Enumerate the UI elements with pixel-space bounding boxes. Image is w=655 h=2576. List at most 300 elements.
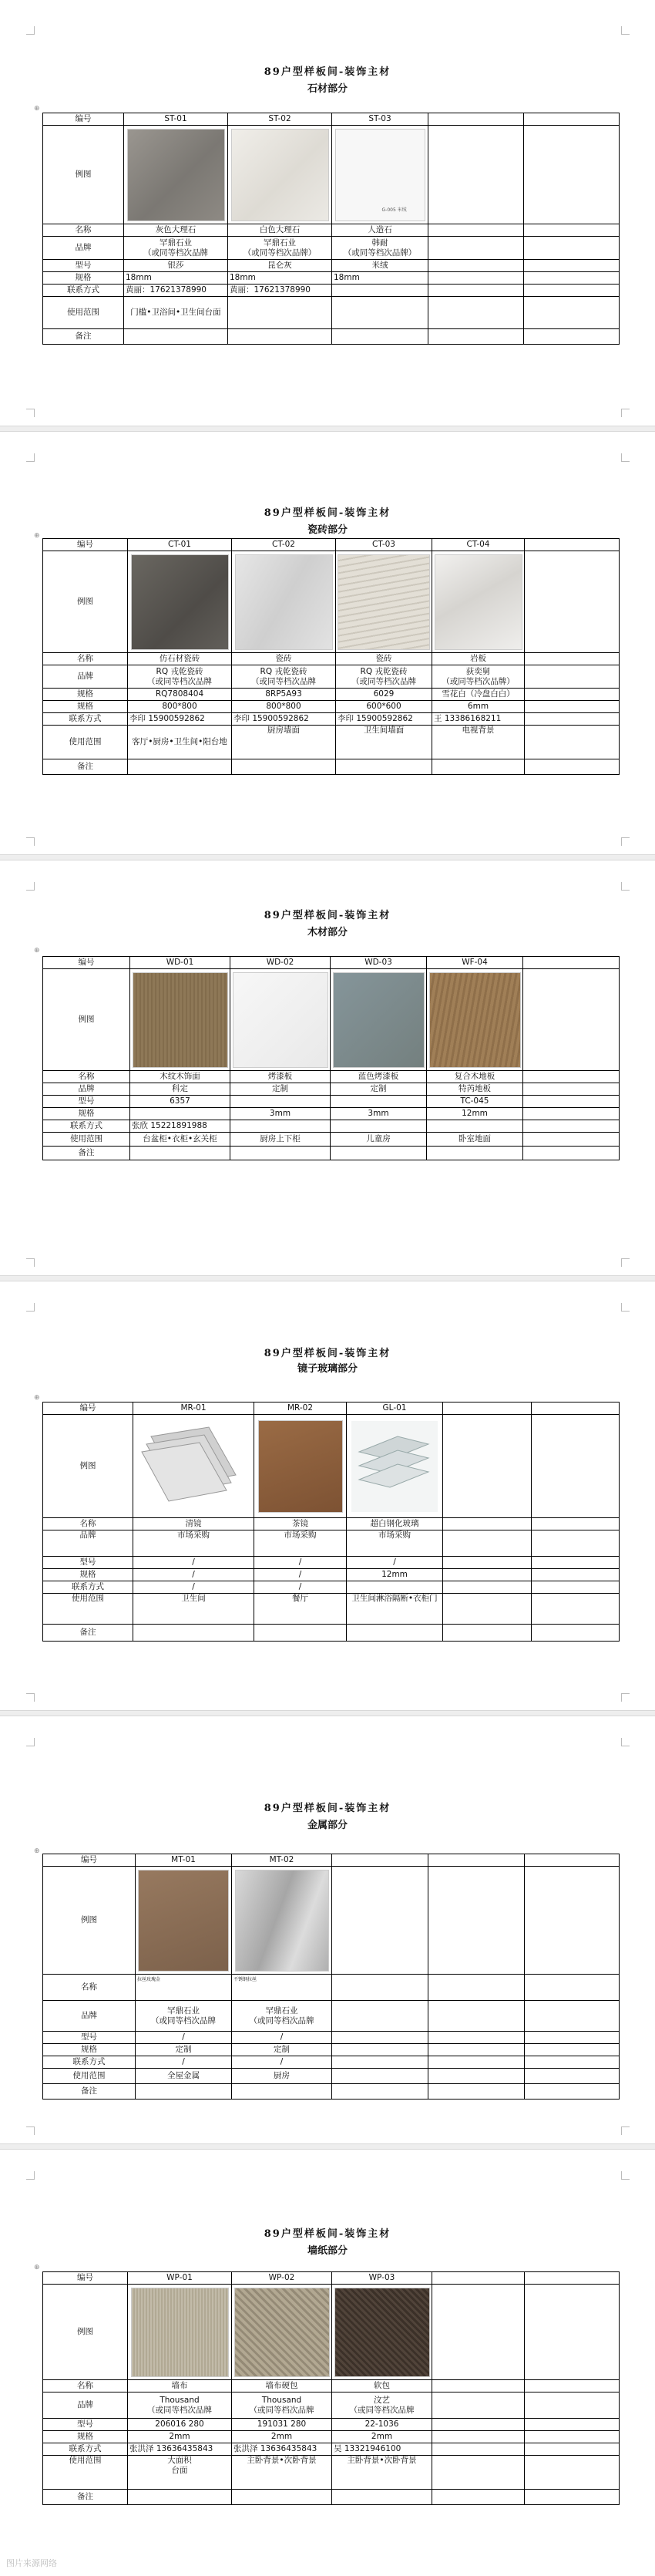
material-swatch <box>435 554 522 650</box>
image-cell <box>332 2285 432 2380</box>
spec-cell: 600*600 <box>336 701 432 713</box>
page-corner-mark <box>621 1303 630 1312</box>
model-cell: TC-045 <box>427 1096 523 1108</box>
tile-table <box>42 538 620 775</box>
usage-cell: 厨房上下柜 <box>230 1133 331 1147</box>
empty-cell <box>532 1415 620 1518</box>
spec-cell: 800*800 <box>128 701 232 713</box>
label-usage: 使用范围 <box>43 2069 136 2084</box>
contact-cell: 李印 15900592862 <box>128 713 232 726</box>
label-model: 型号 <box>43 2032 136 2044</box>
label-image: 例图 <box>43 2285 128 2380</box>
wallpaper-table <box>42 2271 620 2505</box>
empty-cell <box>428 113 524 126</box>
empty-cell <box>532 1518 620 1530</box>
model-cell: RQ7808404 <box>128 689 232 701</box>
brand-cell: Thousand （或同等档次品牌 <box>128 2392 232 2419</box>
label-model: 型号 <box>43 1096 130 1108</box>
usage-cell: 卫生间墙面 <box>336 726 432 759</box>
image-cell <box>232 551 336 653</box>
empty-cell <box>525 2431 620 2443</box>
empty-cell <box>332 2084 428 2100</box>
contact-cell: 吴 13321946100 <box>332 2443 432 2456</box>
contact-cell <box>331 1120 427 1133</box>
page-corner-mark <box>26 409 35 417</box>
material-swatch <box>258 1420 343 1513</box>
material-swatch <box>234 2288 330 2377</box>
model-cell: / <box>254 1557 347 1569</box>
label-contact: 联系方式 <box>43 285 124 297</box>
name-cell: 软包 <box>332 2380 432 2392</box>
model-cell: 206016 280 <box>128 2419 232 2431</box>
empty-cell <box>128 2490 232 2505</box>
empty-cell <box>525 701 620 713</box>
usage-cell: 卫生间 <box>133 1594 254 1625</box>
empty-cell <box>525 653 620 665</box>
name-cell: 岩板 <box>432 653 525 665</box>
empty-cell <box>443 1402 532 1415</box>
name-cell <box>136 1975 232 2001</box>
empty-cell <box>523 1096 620 1108</box>
usage-cell: 餐厅 <box>254 1594 347 1625</box>
spec-cell <box>130 1108 230 1120</box>
page-wood <box>0 860 655 1275</box>
label-usage: 使用范围 <box>43 1594 133 1625</box>
table-anchor-icon: ⊕ <box>34 1394 40 1402</box>
material-swatch <box>334 2288 430 2377</box>
page-corner-mark <box>26 1303 35 1312</box>
usage-cell: 客厅•厨房•卫生间•阳台地 <box>128 726 232 759</box>
empty-cell <box>524 224 620 237</box>
label-name: 名称 <box>43 653 128 665</box>
empty-cell <box>525 2443 620 2456</box>
empty-cell <box>524 260 620 272</box>
page-title: 89户型样板间-装饰主材 <box>264 66 391 78</box>
usage-cell: 全屋金属 <box>136 2069 232 2084</box>
label-usage: 使用范围 <box>43 1133 130 1147</box>
empty-cell <box>523 957 620 969</box>
empty-cell <box>332 2069 428 2084</box>
material-swatch <box>235 1870 329 1972</box>
section-subtitle: 瓷砖部分 <box>307 524 348 536</box>
brand-cell: 市场采购 <box>347 1530 443 1557</box>
brand-cell: RQ 戎乾瓷砖 （或同等档次品牌 <box>336 665 432 689</box>
image-cell <box>232 1867 332 1975</box>
empty-cell <box>525 2285 620 2380</box>
label-image: 例图 <box>43 969 130 1071</box>
page-corner-mark <box>26 2171 35 2180</box>
empty-cell <box>523 1133 620 1147</box>
spec-cell: 18mm <box>228 272 332 285</box>
empty-cell <box>524 297 620 329</box>
label-note: 备注 <box>43 1625 133 1642</box>
usage-cell: 台盆柜•衣柜•玄关柜 <box>130 1133 230 1147</box>
empty-cell <box>136 2084 232 2100</box>
code-cell: MT-01 <box>136 1854 232 1867</box>
code-cell: WP-03 <box>332 2272 432 2285</box>
empty-cell <box>443 1415 532 1518</box>
empty-cell <box>427 1147 523 1160</box>
label-spec: 规格 <box>43 1108 130 1120</box>
image-cell <box>130 969 230 1071</box>
usage-cell: 儿童房 <box>331 1133 427 1147</box>
empty-cell <box>525 2044 620 2056</box>
page-corner-mark <box>26 882 35 891</box>
brand-cell: 特芮地板 <box>427 1083 523 1096</box>
empty-cell <box>428 272 524 285</box>
empty-cell <box>443 1569 532 1581</box>
page-corner-mark <box>621 882 630 891</box>
empty-cell <box>525 2380 620 2392</box>
section-subtitle: 石材部分 <box>307 83 348 95</box>
brand-cell: 定制 <box>230 1083 331 1096</box>
brand-cell: 韩耐 （或同等档次品牌） <box>332 237 428 260</box>
image-cell <box>230 969 331 1071</box>
empty-cell <box>532 1581 620 1594</box>
page-title: 89户型样板间-装饰主材 <box>264 507 391 519</box>
contact-cell: / <box>232 2056 332 2069</box>
empty-cell <box>428 2044 525 2056</box>
code-cell: ST-03 <box>332 113 428 126</box>
usage-cell: 厨房墙面 <box>232 726 336 759</box>
empty-cell <box>428 2084 525 2100</box>
label-spec: 规格 <box>43 1569 133 1581</box>
label-image: 例图 <box>43 126 124 224</box>
empty-cell <box>432 759 525 775</box>
name-cell: 茶镜 <box>254 1518 347 1530</box>
empty-cell <box>254 1625 347 1642</box>
empty-cell <box>525 2069 620 2084</box>
model-cell: 昆仑灰 <box>228 260 332 272</box>
empty-cell <box>331 1147 427 1160</box>
name-cell: 人造石 <box>332 224 428 237</box>
label-brand: 品牌 <box>43 2001 136 2032</box>
table-anchor-icon: ⊕ <box>34 947 40 955</box>
model-cell: / <box>347 1557 443 1569</box>
code-cell: WD-03 <box>331 957 427 969</box>
image-cell <box>254 1415 347 1518</box>
label-usage: 使用范围 <box>43 726 128 759</box>
label-code: 编号 <box>43 957 130 969</box>
label-spec: 规格 <box>43 272 124 285</box>
label-model: 型号 <box>43 1557 133 1569</box>
empty-cell <box>428 2056 525 2069</box>
label-image: 例图 <box>43 1415 133 1518</box>
empty-cell <box>428 297 524 329</box>
empty-cell <box>524 113 620 126</box>
empty-cell <box>532 1557 620 1569</box>
metal-table <box>42 1854 620 2100</box>
name-cell: 白色大理石 <box>228 224 332 237</box>
section-subtitle: 木材部分 <box>307 927 348 938</box>
spec-cell: 2mm <box>332 2431 432 2443</box>
material-swatch <box>338 554 430 650</box>
code-cell: CT-01 <box>128 539 232 551</box>
code-cell: WD-02 <box>230 957 331 969</box>
brand-cell: Thousand （或同等档次品牌 <box>232 2392 332 2419</box>
label-note: 备注 <box>43 2084 136 2100</box>
spec-cell: 定制 <box>136 2044 232 2056</box>
model-cell <box>331 1096 427 1108</box>
label-spec: 规格 <box>43 2431 128 2443</box>
empty-cell <box>525 689 620 701</box>
label-usage: 使用范围 <box>43 297 124 329</box>
contact-cell <box>230 1120 331 1133</box>
brand-cell: 罕鼎石业 （或同等档次品牌 <box>232 2001 332 2032</box>
material-swatch <box>127 129 225 221</box>
material-swatch <box>138 1870 229 1972</box>
page-separator <box>0 426 655 432</box>
empty-cell <box>523 1083 620 1096</box>
page-corner-mark <box>621 453 630 462</box>
label-brand: 品牌 <box>43 2392 128 2419</box>
empty-cell <box>525 2392 620 2419</box>
label-contact: 联系方式 <box>43 1581 133 1594</box>
image-cell <box>347 1415 443 1518</box>
empty-cell <box>443 1581 532 1594</box>
empty-cell <box>432 2490 525 2505</box>
empty-cell <box>432 2272 525 2285</box>
empty-cell <box>525 2084 620 2100</box>
spec-cell: 18mm <box>332 272 428 285</box>
spec-cell: 800*800 <box>232 701 336 713</box>
material-swatch <box>131 554 229 650</box>
label-brand: 品牌 <box>43 665 128 689</box>
table-anchor-icon: ⊕ <box>34 1847 40 1855</box>
empty-cell <box>336 759 432 775</box>
page-title: 89户型样板间-装饰主材 <box>264 2228 391 2240</box>
label-code: 编号 <box>43 2272 128 2285</box>
empty-cell <box>432 2443 525 2456</box>
material-swatch <box>333 972 425 1068</box>
label-code: 编号 <box>43 539 128 551</box>
usage-cell: 大面积 台面 <box>128 2456 232 2490</box>
label-note: 备注 <box>43 1147 130 1160</box>
empty-cell <box>332 2044 428 2056</box>
spec-cell: 12mm <box>347 1569 443 1581</box>
name-cell: 木纹木饰面 <box>130 1071 230 1083</box>
image-cell <box>336 551 432 653</box>
empty-cell <box>525 665 620 689</box>
page-title: 89户型样板间-装饰主材 <box>264 1803 391 1814</box>
image-cell <box>128 551 232 653</box>
model-cell: 雪花白（冷盘白白） <box>432 689 525 701</box>
page-separator <box>0 2143 655 2150</box>
label-spec: 规格 <box>43 701 128 713</box>
label-model: 型号 <box>43 2419 128 2431</box>
model-cell: / <box>136 2032 232 2044</box>
page-corner-mark <box>26 1258 35 1267</box>
page-metal <box>0 1716 655 2143</box>
empty-cell <box>230 1147 331 1160</box>
empty-cell <box>525 1867 620 1975</box>
label-brand: 品牌 <box>43 1530 133 1557</box>
empty-cell <box>525 539 620 551</box>
label-code: 编号 <box>43 1854 136 1867</box>
empty-cell <box>332 2056 428 2069</box>
page-mirror <box>0 1281 655 1710</box>
material-swatch <box>131 2288 229 2377</box>
label-image: 例图 <box>43 551 128 653</box>
code-cell: CT-04 <box>432 539 525 551</box>
image-cell <box>228 126 332 224</box>
table-anchor-icon: ⊕ <box>34 105 40 113</box>
wood-table <box>42 956 620 1160</box>
label-contact: 联系方式 <box>43 2056 136 2069</box>
contact-cell <box>347 1581 443 1594</box>
name-cell: 仿石材瓷砖 <box>128 653 232 665</box>
spec-cell: 定制 <box>232 2044 332 2056</box>
brand-cell: 科定 <box>130 1083 230 1096</box>
image-cell <box>332 126 428 224</box>
name-cell: 超白钢化玻璃 <box>347 1518 443 1530</box>
page-corner-mark <box>621 26 630 35</box>
empty-cell <box>432 2285 525 2380</box>
code-cell: MR-01 <box>133 1402 254 1415</box>
table-anchor-icon: ⊕ <box>34 532 40 540</box>
page-corner-mark <box>621 1693 630 1702</box>
page-corner-mark <box>26 1738 35 1746</box>
empty-cell <box>432 2419 525 2431</box>
brand-cell: 市场采购 <box>133 1530 254 1557</box>
material-swatch <box>429 972 521 1068</box>
name-cell: 瓷砖 <box>232 653 336 665</box>
empty-cell <box>532 1402 620 1415</box>
image-cell <box>128 2285 232 2380</box>
model-cell: 6357 <box>130 1096 230 1108</box>
empty-cell <box>525 2001 620 2032</box>
page-separator <box>0 1275 655 1281</box>
table-anchor-icon: ⊕ <box>34 2264 40 2271</box>
label-spec: 规格 <box>43 689 128 701</box>
page-title: 89户型样板间-装饰主材 <box>264 1348 391 1359</box>
empty-cell <box>524 329 620 345</box>
code-cell: ST-02 <box>228 113 332 126</box>
model-cell: / <box>133 1557 254 1569</box>
material-swatch <box>231 129 329 221</box>
contact-cell: 黄丽：17621378990 <box>228 285 332 297</box>
spec-cell: 2mm <box>232 2431 332 2443</box>
contact-cell: 黄丽：17621378990 <box>124 285 228 297</box>
empty-cell <box>332 2490 432 2505</box>
label-brand: 品牌 <box>43 237 124 260</box>
spec-cell: 2mm <box>128 2431 232 2443</box>
contact-cell: 张欣 15221891988 <box>130 1120 230 1133</box>
empty-cell <box>523 1147 620 1160</box>
empty-cell <box>525 2490 620 2505</box>
contact-cell <box>427 1120 523 1133</box>
brand-cell: 汶艺 （或同等档次品牌 <box>332 2392 432 2419</box>
label-name: 名称 <box>43 1975 136 2001</box>
label-note: 备注 <box>43 2490 128 2505</box>
page-corner-mark <box>621 2126 630 2135</box>
empty-cell <box>443 1518 532 1530</box>
empty-cell <box>532 1594 620 1625</box>
spec-cell: 18mm <box>124 272 228 285</box>
usage-cell: 卫生间淋浴隔断•衣柜门 <box>347 1594 443 1625</box>
watermark: 图片来源网络 <box>6 2558 57 2568</box>
image-cell <box>124 126 228 224</box>
empty-cell <box>428 285 524 297</box>
empty-cell <box>332 2001 428 2032</box>
empty-cell <box>523 1071 620 1083</box>
usage-cell: 电视背景 <box>432 726 525 759</box>
code-cell: CT-02 <box>232 539 336 551</box>
empty-cell <box>525 1854 620 1867</box>
brand-cell: 市场采购 <box>254 1530 347 1557</box>
empty-cell <box>232 2084 332 2100</box>
page-separator <box>0 1710 655 1716</box>
swatch-caption: 拉丝玫瑰金 <box>137 1977 161 1982</box>
page-corner-mark <box>26 1693 35 1702</box>
empty-cell <box>443 1557 532 1569</box>
spec-cell: / <box>254 1569 347 1581</box>
page-corner-mark <box>26 453 35 462</box>
label-contact: 联系方式 <box>43 713 128 726</box>
empty-cell <box>525 713 620 726</box>
contact-cell: / <box>136 2056 232 2069</box>
section-subtitle: 金属部分 <box>307 1820 348 1831</box>
name-cell: 灰色大理石 <box>124 224 228 237</box>
empty-cell <box>428 2069 525 2084</box>
contact-cell: / <box>133 1581 254 1594</box>
label-note: 备注 <box>43 329 124 345</box>
spec-cell: 6mm <box>432 701 525 713</box>
spec-cell: 12mm <box>427 1108 523 1120</box>
label-name: 名称 <box>43 1518 133 1530</box>
model-cell: / <box>232 2032 332 2044</box>
code-cell: GL-01 <box>347 1402 443 1415</box>
empty-cell <box>525 2272 620 2285</box>
usage-cell <box>332 297 428 329</box>
contact-cell: 张洪泽 13636435843 <box>128 2443 232 2456</box>
contact-cell: / <box>254 1581 347 1594</box>
page-corner-mark <box>621 409 630 417</box>
empty-cell <box>523 1108 620 1120</box>
material-swatch <box>133 972 228 1068</box>
empty-cell <box>432 2380 525 2392</box>
model-cell: 22-1036 <box>332 2419 432 2431</box>
usage-cell: 主卧背景•次卧背景 <box>332 2456 432 2490</box>
spec-cell: / <box>133 1569 254 1581</box>
page-corner-mark <box>621 837 630 846</box>
usage-cell: 门槛•卫浴间•卫生间台面 <box>124 297 228 329</box>
image-cell <box>432 551 525 653</box>
empty-cell <box>525 2056 620 2069</box>
swatch-caption: 不锈钢拉丝 <box>233 1977 257 1982</box>
empty-cell <box>133 1625 254 1642</box>
empty-cell <box>332 329 428 345</box>
model-cell: 191031 280 <box>232 2419 332 2431</box>
page-wallpaper <box>0 2150 655 2576</box>
mirror-table <box>42 1402 620 1642</box>
page-corner-mark <box>26 26 35 35</box>
brand-cell: 罕鼎石业 （或同等档次品牌） <box>228 237 332 260</box>
code-cell: WF-04 <box>427 957 523 969</box>
usage-cell <box>228 297 332 329</box>
page-corner-mark <box>621 2171 630 2180</box>
empty-cell <box>232 759 336 775</box>
brand-cell: 罕鼎石业 （或同等档次品牌 <box>136 2001 232 2032</box>
label-contact: 联系方式 <box>43 1120 130 1133</box>
usage-cell: 厨房 <box>232 2069 332 2084</box>
empty-cell <box>443 1625 532 1642</box>
page-separator <box>0 854 655 860</box>
empty-cell <box>525 1975 620 2001</box>
name-cell: 烤漆板 <box>230 1071 331 1083</box>
swatch-caption: G-005 米绒 <box>381 207 407 213</box>
model-cell: 6029 <box>336 689 432 701</box>
